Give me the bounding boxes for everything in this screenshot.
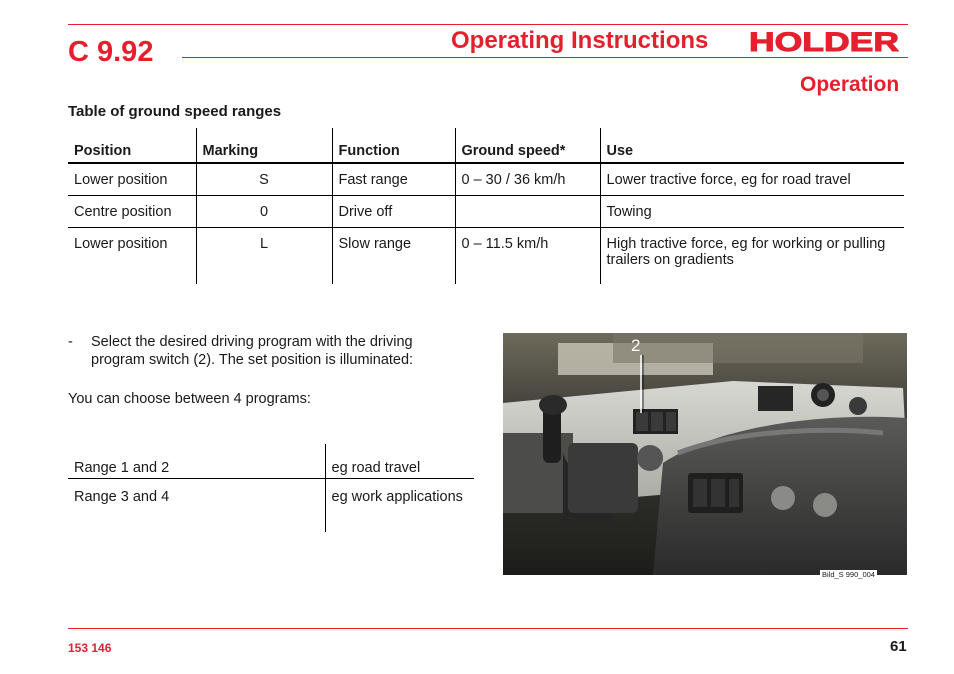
document-number: 153 146: [68, 641, 112, 655]
bullet-dash: -: [68, 334, 73, 350]
document-title: Operating Instructions: [451, 27, 709, 54]
cell-ground-speed: 0 – 11.5 km/h: [455, 228, 600, 285]
cell-function: Fast range: [332, 163, 455, 196]
footer-rule: [68, 628, 908, 629]
cell-range: Range 3 and 4: [74, 489, 170, 505]
section-title: Operation: [800, 73, 900, 96]
table-row: [68, 479, 474, 533]
table-header-row: [68, 128, 904, 163]
header-marking: Marking: [196, 128, 332, 163]
instruction-step: [68, 333, 458, 369]
page-number: 61: [890, 638, 907, 655]
cell-function: Drive off: [332, 196, 455, 228]
cell-range: Range 1 and 2: [68, 444, 325, 479]
cell-position: Centre position: [68, 196, 196, 228]
instruction-text: Select the desired driving program with the driving program switch (2). The set position is illuminated:: [91, 334, 414, 368]
cell-use: Lower tractive force, eg for road travel: [600, 163, 904, 196]
ground-speed-table: [68, 128, 904, 284]
header-ground-speed: Ground speed*: [455, 128, 600, 163]
cell-use: High tractive force, eg for working or pulling trailers on gradients: [600, 228, 904, 285]
header-function: Function: [332, 128, 455, 163]
holder-logo-text: HOLDER: [749, 28, 899, 54]
callout-number: 2: [631, 336, 641, 355]
header-mid-rule: [182, 57, 908, 58]
cell-marking: L: [196, 228, 332, 285]
driving-program-table: [68, 444, 474, 532]
cell-use: Towing: [600, 196, 904, 228]
table-row: [68, 444, 474, 479]
dashboard-photo: [503, 333, 907, 575]
cell-marking: 0: [196, 196, 332, 228]
holder-logo: [747, 28, 902, 59]
cell-ground-speed: [455, 196, 600, 228]
cell-application: eg road travel: [325, 444, 474, 479]
header-use: Use: [600, 128, 904, 163]
cell-ground-speed: 0 – 30 / 36 km/h: [455, 163, 600, 196]
table-row: [68, 228, 904, 285]
model-number: C 9.92: [68, 36, 154, 68]
cell-application: eg work applications: [325, 479, 474, 533]
table-row: [68, 196, 904, 228]
programs-intro: You can choose between 4 programs:: [68, 391, 311, 407]
photo-caption: Bild_S 990_004: [822, 570, 875, 579]
cell-function: Slow range: [332, 228, 455, 285]
table-row: [68, 163, 904, 196]
cell-position: Lower position: [74, 236, 168, 252]
table-caption: Table of ground speed ranges: [68, 103, 282, 120]
cell-position: Lower position: [68, 163, 196, 196]
cell-marking: S: [196, 163, 332, 196]
header-position: Position: [68, 128, 196, 163]
header-top-rule: [68, 24, 908, 25]
